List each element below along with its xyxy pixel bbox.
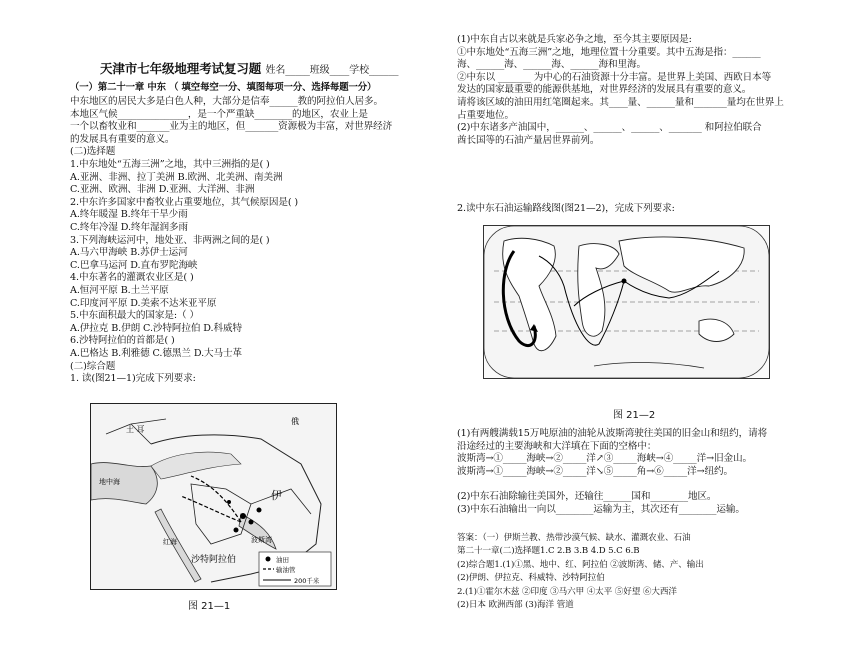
- legend-oil-field: 油田: [276, 556, 289, 564]
- map-label-iran: 伊: [271, 489, 282, 502]
- figure-21-2-caption: 图 21—2: [613, 410, 656, 421]
- chapter-heading: （一）第二十一章 中东 （ 填空每空一分、填图每项一分、选择每题一分）: [70, 82, 377, 93]
- map-label-russia: 俄: [291, 417, 299, 426]
- text-line: 1. 读(图21—1)完成下列要求:: [70, 373, 196, 385]
- text-line: A.终年暖湿 B.终年干旱少雨: [70, 209, 188, 221]
- figure-21-2-map: [483, 225, 770, 379]
- text-line: 波斯湾→①_____海峡→②_____洋↘⑤_____角→⑥_____洋→纽约。: [457, 465, 734, 477]
- text-line: 海、______海、______海、______海和里海。: [457, 59, 646, 71]
- text-line: C.巴拿马运河 D.直布罗陀海峡: [70, 259, 198, 271]
- text-line: 5.中东面积最大的国家是:（ ）: [70, 310, 199, 322]
- text-line: A.伊拉克 B.伊朗 C.沙特阿拉伯 D.科威特: [70, 322, 242, 334]
- text-line: (二)选择题: [70, 146, 116, 158]
- middle-east-map-svg: [91, 404, 336, 589]
- text-line: 2.中东许多国家中畜牧业占重要地位，其气候原因是( ): [70, 196, 299, 208]
- text-line: 本地区气候_______________，是一个严重缺________的地区，农业上是: [70, 108, 368, 120]
- text-line: 3.下列海峡运河中，地处亚、非两洲之间的是( ): [70, 234, 270, 246]
- text-line: A.恒河平原 B.土兰平原: [70, 285, 169, 296]
- text-line: C.亚洲、欧洲、非洲 D.亚洲、大洋洲、非洲: [70, 184, 255, 196]
- figure-21-1-caption: 图 21—1: [188, 601, 231, 612]
- text-line: C.终年冷湿 D.终年湿润多雨: [70, 222, 188, 233]
- figure-21-1-map: [90, 403, 337, 590]
- text-line: 第二十一章(二)选择题1.C 2.B 3.B 4.D 5.C 6.B: [457, 546, 640, 557]
- text-line: 1.中东地处“五海三洲”之地，其中三洲指的是( ): [70, 159, 270, 170]
- question-2-prompt: 2.读中东石油运输路线图(图21—2)，完成下列要求:: [457, 203, 675, 214]
- legend-scale: 200千米: [294, 577, 320, 585]
- text-line: 波斯湾→①_____海峡→②_____洋↗③_____海峡→④_____洋→旧金山。: [457, 453, 753, 465]
- map-label-saudi: 沙特阿拉伯: [191, 555, 237, 565]
- map-label-mediterranean: 地中海: [99, 478, 120, 486]
- text-line: (1)有两艘满载15万吨原油的油轮从波斯湾驶往美国的旧金山和纽约，请将: [457, 428, 768, 439]
- text-line: (二)综合题: [70, 360, 116, 372]
- text-line: ②中东以 _______ 为中心的石油资源十分丰富。是世界上美国、西欧日本等: [457, 71, 772, 83]
- text-line: 答案：（一）伊斯兰教、热带沙漠气候、缺水、灌溉农业、石油: [457, 533, 691, 543]
- legend-pipeline: 输油管: [276, 566, 296, 574]
- text-line: 2.(1)①霍尔木兹 ②印度 ③马六甲 ④太平 ⑤好望 ⑥大西洋: [457, 586, 677, 597]
- text-line: A.亚洲、非洲、拉丁美洲 B.欧洲、北美洲、南美洲: [70, 171, 283, 183]
- text-line: (3)中东石油输出一向以________运输为主，其次还有________运输。: [457, 503, 745, 515]
- text-line: A.马六甲海峡 B.苏伊士运河: [70, 247, 188, 259]
- map-label-turkey: 土 耳: [126, 425, 145, 434]
- text-line: (2)日本 欧洲西部 (3)海洋 管道: [457, 600, 574, 610]
- text-line: (2)综合题1.(1)①黑、地中、红、阿拉伯 ②波斯湾、储、产、输出: [457, 559, 704, 570]
- text-line: 酋长国等的石油产量居世界前列。: [457, 134, 600, 146]
- text-line: 的发展具有重要的意义。: [70, 133, 175, 145]
- text-line: ①中东地处“五海三洲”之地，地理位置十分重要。其中五海是指：______: [457, 46, 761, 58]
- text-line: C.印度河平原 D.美索不达米亚平原: [70, 297, 217, 309]
- text-line: 一个以畜牧业和_______业为主的地区，但_______资源极为丰富，对世界经济: [70, 121, 393, 133]
- text-line: A.巴格达 B.利雅德 C.德黑兰 D.大马士革: [70, 348, 242, 359]
- text-line: 沿途经过的主要海峡和大洋填在下面的空格中：: [457, 440, 657, 452]
- text-line: (2)中东石油除输往美国外，还输往______国和________地区。: [457, 491, 717, 502]
- text-line: 发达的国家最重要的能源供基地，对世界经济的发展具有重要的意义。: [457, 84, 752, 96]
- exam-title: 天津市七年级地理考试复习题 姓名_____班级____学校______: [100, 61, 399, 76]
- oil-route-world-map-svg: [484, 226, 769, 378]
- text-line: 4.中东著名的灌溉农业区是( ): [70, 272, 194, 284]
- map-label-red-sea: 红海: [163, 538, 177, 546]
- text-line: (2)伊朗、伊拉克、科威特、沙特阿拉伯: [457, 573, 605, 584]
- text-line: 请将该区域的油田用红笔圈起来。其____量、______量和_______量均在世界上: [457, 97, 784, 108]
- text-line: 占重要地位。: [457, 109, 514, 121]
- text-line: (2)中东诸多产油国中，______、______、______、_______ 和阿拉伯联合: [457, 122, 762, 134]
- map-label-persian-gulf: 波斯湾: [251, 536, 272, 544]
- text-line: 6.沙特阿拉伯的首都是( ): [70, 335, 175, 347]
- text-line: (1)中东自古以来就是兵家必争之地，至今其主要原因是:: [457, 34, 692, 45]
- text-line: 中东地区的居民大多是白色人种，大部分是信奉______教的阿拉伯人居多。: [70, 96, 383, 107]
